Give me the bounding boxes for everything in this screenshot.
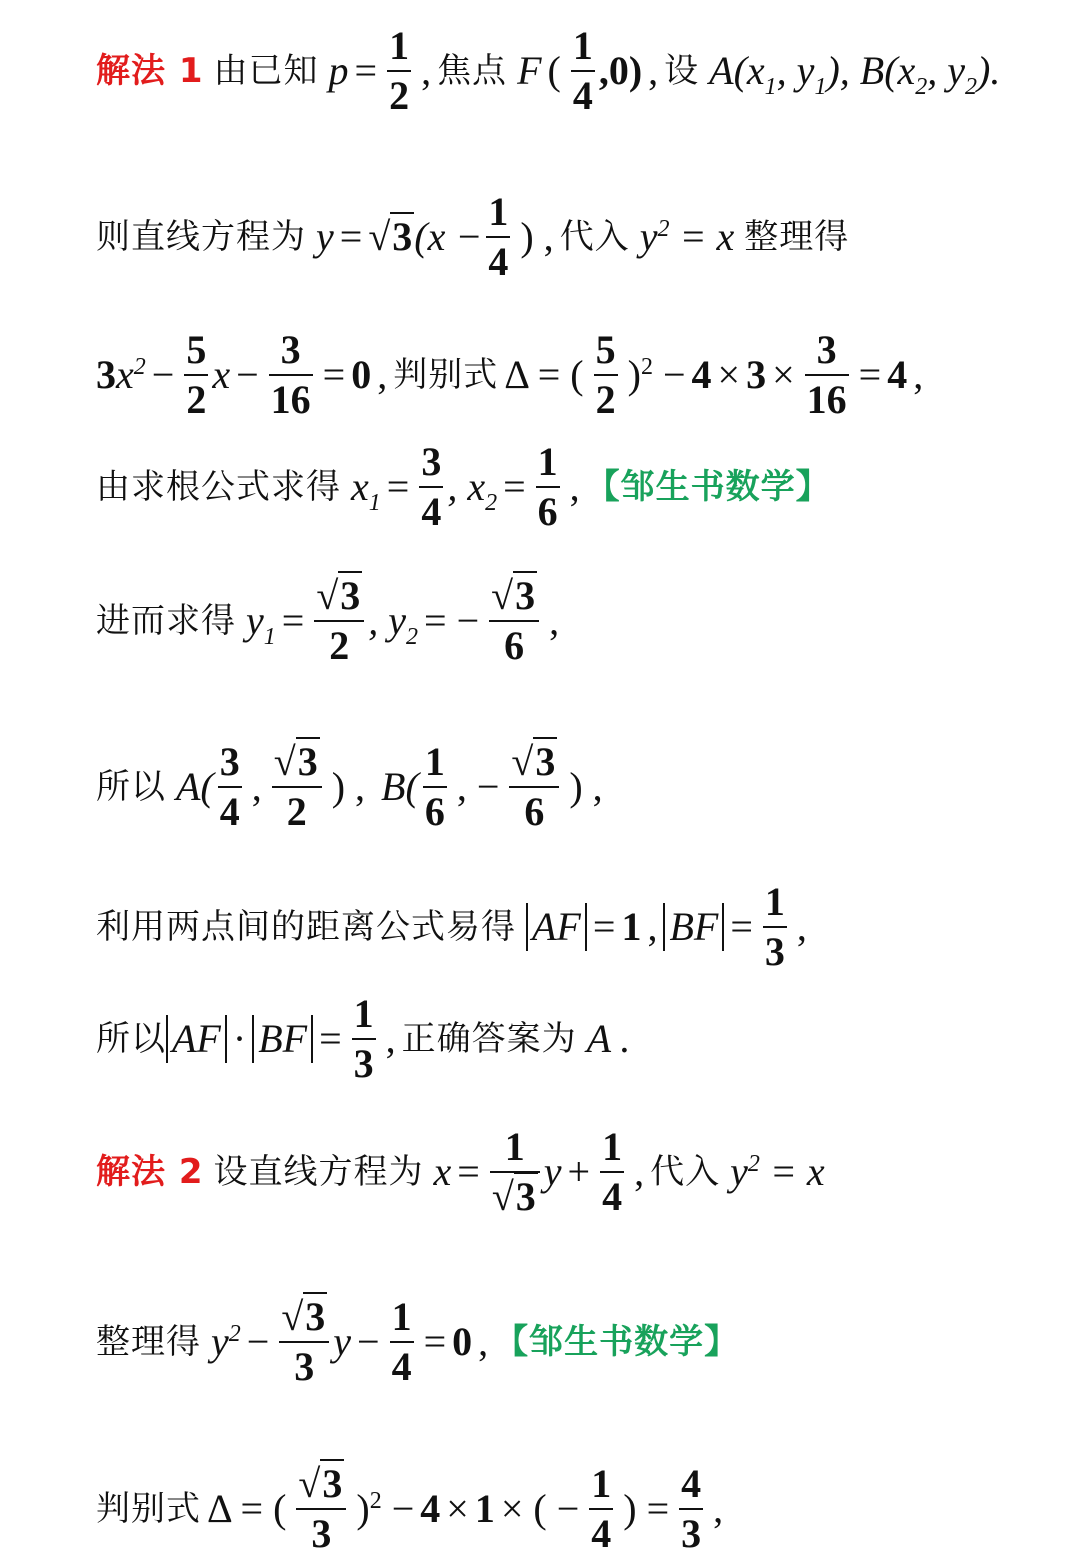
fraction: $\frac{1}{6}$ [424, 739, 445, 834]
m1-l2-text2: 代入 [559, 217, 630, 257]
fraction: $\frac{√3}{2}$ [314, 574, 364, 668]
m1-line-7: 利用两点间的距离公式易得 AF = 1 , BF = $\frac{1}{3}$ , [96, 879, 807, 974]
m1-l5-text1: 进而求得 [96, 601, 236, 641]
fraction: $\frac{1}{6}$ [537, 439, 558, 534]
method2-title: 解法 2 [96, 1152, 204, 1192]
m2-l3-text1: 判别式 [96, 1489, 201, 1529]
fraction: $\frac{1}{4}$ [572, 23, 593, 118]
fraction: $\frac{1}{3}$ [764, 879, 785, 974]
fraction: $\frac{5}{2}$ [595, 327, 616, 422]
fraction: $\frac{1}{3}$ [353, 991, 374, 1086]
fraction: $\frac{√3}{3}$ [296, 1462, 346, 1556]
m2-l2-text1: 整理得 [96, 1322, 201, 1362]
fraction: $\frac{√3}{6}$ [489, 574, 539, 668]
m1-line-6: 所以 A( $\frac{3}{4}$ , $\frac{√3}{2}$ ) , B( $\frac{1}{6}$ , − $\frac{√3}{6}$ ) , [96, 739, 603, 834]
m1-line-3: 3 $x^2$ − $\frac{5}{2}$ x − $\frac{3}{16}$ = 0 , 判别式 Δ = ( $\frac{5}{2}$ )$^2$ − 4 × 3 × $\frac{3}{16}$ = 4 , [96, 327, 924, 422]
fraction: $\frac{3}{16}$ [270, 327, 311, 422]
m2-line-2: 整理得 $y^2$ − $\frac{√3}{3}$ y − $\frac{1}{4}$ = 0 , 【邹生书数学】 [96, 1294, 740, 1389]
fraction: $\frac{1}{2}$ [389, 23, 410, 118]
m1-l4-text1: 由求根公式求得 [96, 467, 341, 507]
m1-l3-text1: 判别式 [393, 355, 499, 395]
m2-l1-text1: 设直线方程为 [213, 1152, 424, 1192]
fraction: $\frac{1}{4}$ [391, 1294, 412, 1389]
fraction: $\frac{√3}{2}$ [272, 740, 322, 834]
fraction: $\frac{3}{4}$ [219, 739, 240, 834]
m2-line-1: 解法 2 设直线方程为 x = $\frac{1}{√3}$ y + $\frac{1}{4}$ , 代入 $y^2 = x$ [96, 1124, 825, 1219]
m1-l2-text3: 整理得 [744, 217, 850, 257]
m1-line-5: 进而求得 $y_1$ = $\frac{√3}{2}$ , $y_2$ = − $\frac{√3}{6}$ , [96, 573, 560, 668]
m1-l7-text1: 利用两点间的距离公式易得 [96, 907, 516, 947]
m1-l8-text2: 正确答案为 [401, 1019, 577, 1059]
m2-l1-text2: 代入 [650, 1152, 721, 1192]
m1-l1-text1: 由已知 [213, 51, 319, 91]
fraction: $\frac{1}{√3}$ [490, 1125, 540, 1219]
fraction: $\frac{4}{3}$ [681, 1461, 702, 1556]
fraction: $\frac{1}{4}$ [602, 1124, 623, 1219]
m1-l2-text1: 则直线方程为 [96, 217, 306, 257]
m2-line-3: 判别式 Δ = ( $\frac{√3}{3}$ )$^2$ − 4 × 1 × ( − $\frac{1}{4}$ ) = $\frac{4}{3}$ , [96, 1461, 724, 1556]
fraction: $\frac{3}{4}$ [421, 439, 442, 534]
m1-l1-text2: 焦点 [437, 51, 508, 91]
fraction: $\frac{5}{2}$ [186, 327, 207, 422]
m1-line-2: 则直线方程为 y = √3 (x − $\frac{1}{4}$ ) , 代入 $y^2 = x$ 整理得 [96, 189, 850, 284]
method1-title: 解法 1 [96, 51, 204, 91]
m1-line-8: 所以 AF · BF = $\frac{1}{3}$ , 正确答案为 A . [96, 991, 631, 1086]
fraction: $\frac{3}{16}$ [806, 327, 847, 422]
m1-l1-text3: 设 [664, 51, 700, 91]
m1-l6-text1: 所以 [96, 767, 166, 807]
fraction: $\frac{1}{4}$ [488, 189, 509, 284]
watermark-label: 【邹生书数学】 [585, 467, 831, 507]
fraction: $\frac{√3}{3}$ [279, 1295, 329, 1389]
sqrt: √3 [368, 214, 413, 259]
watermark-label: 【邹生书数学】 [494, 1322, 740, 1362]
m1-l8-text1: 所以 [96, 1019, 166, 1059]
m1-line-4: 由求根公式求得 $x_1$ = $\frac{3}{4}$ , $x_2$ = $\frac{1}{6}$ , 【邹生书数学】 [96, 439, 831, 534]
fraction: $\frac{1}{4}$ [591, 1461, 612, 1556]
fraction: $\frac{√3}{6}$ [509, 740, 559, 834]
m1-line-1: 解法 1 由已知 p = $\frac{1}{2}$ , 焦点 F ( $\frac{1}{4}$ ,0) , 设 $A(x_1$, $y_1$), $B(x_2$, $y_2$). [96, 23, 1001, 118]
